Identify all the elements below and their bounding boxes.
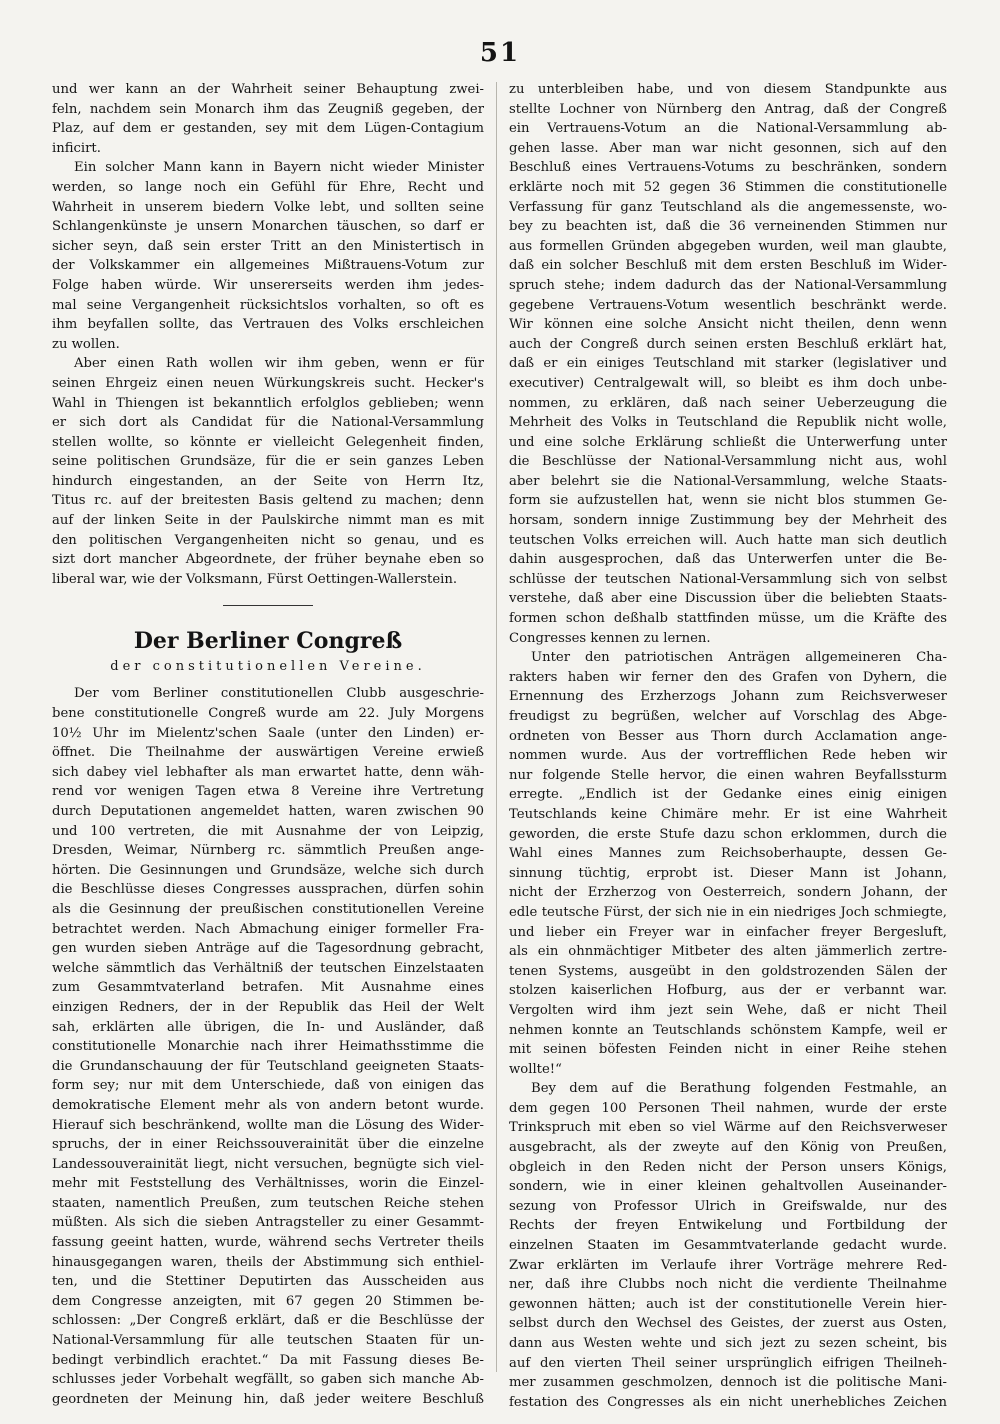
text-line: gehen lasse. Aber man war nicht gesonnen, sich auf den [509,140,947,156]
text-line: gegebene Vertrauens-Votum wesentlich beschränkt werde. [509,297,947,313]
text-line: ihm beyfallen sollte, das Vertrauen des Volks erschleichen [52,317,484,333]
text-line: Wahrheit in unserem biedern Volke lebt, und sollten seine [52,199,484,215]
text-line: Titus rc. auf der breitesten Basis geltend zu machen; denn [52,493,484,509]
text-line: Rechts der freyen Entwikelung und Fortbildung der [509,1218,947,1234]
text-line: schlossen: „Der Congreß erklärt, daß er die Beschlüsse der [52,1313,484,1329]
text-line: Wahl eines Mannes zum Reichsoberhaupte, dessen Ge- [509,846,947,862]
text-line: obgleich in den Reden nicht der Person unsers Königs, [509,1159,947,1175]
text-line: und wer kann an der Wahrheit seiner Behauptung zwei- [52,82,484,97]
text-line: Ein solcher Mann kann in Bayern nicht wieder Minister [74,160,484,176]
text-line: nicht der Erzherzog von Oesterreich, sondern Johann, der [509,885,947,901]
text-line: dem gegen 100 Personen Theil nahmen, wurde der erste [509,1100,947,1116]
text-line: stellte Lochner von Nürnberg den Antrag, daß der Congreß [509,101,947,117]
text-line: ein Vertrauens-Votum an die National-Versammlung ab- [509,121,947,137]
text-line: zu unterbleiben habe, und von diesem Standpunkte aus [509,82,947,97]
right-column [509,80,947,1412]
text-line: hindurch eingestanden, an der Seite von Herrn Itz, [52,473,484,489]
text-line: der Volkskammer ein allgemeines Mißtrauens-Votum zur [52,258,484,274]
text-line: einzelnen Staaten im Gesammtvaterlande gedacht wurde. [509,1238,947,1254]
text-line: Wir können eine solche Ansicht nicht theilen, denn wenn [509,317,947,333]
text-line: Wahl in Thiengen ist bekanntlich erfolglos geblieben; wenn [52,395,484,411]
text-line: gewonnen hätten; auch ist der constitutionelle Verein hier- [509,1296,947,1312]
text-line: Der vom Berliner constitutionellen Clubb ausgeschrie- [74,686,484,702]
text-line: sinnung tüchtig, erprobt ist. Dieser Mann ist Johann, [509,865,947,881]
text-line: rakters haben wir ferner den des Grafen von Dyhern, die [509,669,947,685]
text-line: aber belehrt sie die National-Versammlung, welche Staats- [509,473,947,489]
text-line: nommen wurde. Aus der vortrefflichen Rede heben wir [509,748,947,764]
text-line: form sey; nur mit dem Unterschiede, daß von einigen das [52,1078,484,1094]
text-line: rend vor wenigen Tagen etwa 8 Vereine ihre Vertretung [52,784,484,800]
page-number: 51 [479,38,521,68]
text-line: Congresses kennen zu lernen. [509,630,711,646]
text-line: horsam, sondern innige Zustimmung bey der Mehrheit des [509,513,947,529]
text-line: als ein ohnmächtiger Mitbeter des alten jämmerlich zertre- [509,944,947,960]
text-line: die Beschlüsse dieses Congresses aussprachen, dürfen sohin [52,882,484,898]
text-line: form sie aufzustellen hat, wenn sie nicht blos stummen Ge- [509,493,947,509]
text-line: er sich dort als Candidat für die National-Versammlung [52,415,484,431]
text-line: erregte. „Endlich ist der Gedanke eines einig einigen [509,787,947,803]
text-line: formen schon deßhalb stattfinden müsse, um die Kräfte des [509,611,947,627]
text-line: Aber einen Rath wollen wir ihm geben, wenn er für [74,356,484,372]
paragraph [52,158,484,354]
text-line: National-Versammlung für alle teutschen Staaten für un- [52,1333,484,1349]
text-line: mal seine Vergangenheit rücksichtslos vorhalten, so oft es [52,297,484,313]
text-line: daß er ein einiges Teutschland mit starker (legislativer und [509,356,947,372]
text-line: inficirt. [52,140,101,156]
text-line: verstehe, daß aber eine Discussion über die beliebten Staats- [509,591,947,607]
text-line: Plaz, auf dem er gestanden, sey mit dem Lügen-Contagium [52,121,484,137]
text-line: seinen Ehrgeiz einen neuen Würkungskreis sucht. Hecker's [52,375,484,391]
text-line: 10½ Uhr im Mielentz'schen Saale (unter den Linden) er- [52,725,484,741]
text-line: aus formellen Gründen abgegeben wurden, weil man glaubte, [509,238,947,254]
text-line: auch der Congreß durch seinen ersten Beschluß erklärt hat, [509,336,947,352]
text-line: durch Deputationen angemeldet hatten, waren zwischen 90 [52,804,484,819]
article-subtitle: der constitutionellen Vereine. [110,659,426,675]
text-line: stolzen kaiserlichen Hofburg, aus der er verbannt war. [509,983,947,999]
text-line: edle teutsche Fürst, der sich nie in ein niedriges Joch schmiegte, [509,904,947,920]
text-line: stellen wollte, so könnte er vielleicht Gelegenheit finden, [52,434,484,450]
text-line: Landessouverainität liegt, nicht versuchen, begnügte sich viel- [52,1156,484,1172]
text-line: geordneten der Meinung hin, daß jeder weitere Beschluß [52,1391,484,1407]
text-line: Vergolten wird ihm jezt sein Wehe, daß er nicht Theil [509,1002,947,1018]
text-line: staaten, namentlich Preußen, zum teutschen Reiche stehen [52,1195,484,1211]
text-line: schlusses jeder Vorbehalt wegfällt, so gaben sich manche Ab- [52,1372,484,1388]
text-line: auf den vierten Theil seiner ursprünglich eifrigen Theilneh- [509,1355,947,1371]
text-line: nommen, zu erklären, daß nach seiner Ueberzeugung die [509,395,947,411]
text-line: und lieber ein Freyer war in einfacher freyer Bergesluft, [509,924,947,940]
paragraph [52,684,484,1409]
paragraph [52,354,484,589]
paragraph [509,1079,947,1412]
text-line: Zwar erklärten im Verlaufe ihrer Vorträge mehrere Red- [509,1257,947,1273]
text-line: bene constitutionelle Congreß wurde am 22. July Morgens [52,706,484,722]
text-line: dann aus Westen wehte und sich jezt zu sezen scheint, bis [509,1336,947,1351]
text-line: die Grundanschauung der für Teutschland geeigneten Staats- [52,1058,484,1074]
text-line: Trinkspruch mit eben so viel Wärme auf den Reichsverweser [509,1120,947,1136]
text-line: gen wurden sieben Anträge auf die Tagesordnung gebracht, [52,941,484,957]
text-line: auf der linken Seite in der Paulskirche nimmt man es mit [52,513,484,529]
text-line: als die Gesinnung der preußischen constitutionellen Vereine [52,901,484,917]
text-line: und eine solche Erklärung schließt die Unterwerfung unter [509,434,947,450]
text-line: Bey dem auf die Berathung folgenden Festmahle, an [531,1081,947,1097]
text-line: sezung von Professor Ulrich in Greifswalde, nur des [509,1198,947,1214]
text-line: ner, daß ihre Clubbs noch nicht die verdiente Theilnahme [509,1277,947,1293]
text-line: seine politischen Grundsäze, für die er sein ganzes Leben [52,454,484,470]
text-line: liberal war, wie der Volksmann, Fürst Oettingen-Wallerstein. [52,571,458,587]
text-line: freudigst zu begrüßen, welcher auf Vorschlag des Abge- [509,709,947,724]
text-line: Hierauf sich beschränkend, wollte man die Lösung des Wider- [52,1117,484,1133]
text-line: wollte!“ [509,1061,562,1077]
text-line: ordneten von Besser aus Thorn durch Acclamation ange- [509,728,947,744]
text-line: teutschen Volks erreichen will. Auch hatte man sich deutlich [509,532,947,548]
text-line: bedingt verbindlich erachtet.“ Da mit Fassung dieses Be- [52,1352,484,1368]
text-line: einzigen Redners, der in der Republik das Heil der Welt [52,999,484,1015]
text-line: sich dabey viel lebhafter als man erwartet hatte, denn wäh- [52,764,484,780]
text-line: Folge haben würde. Wir unsererseits werden ihm jedes- [52,277,484,293]
text-line: Dresden, Weimar, Nürnberg rc. sämmtlich Preußen ange- [52,843,484,859]
text-line: mehr mit Feststellung des Verhältnisses, worin die Einzel- [52,1176,484,1192]
text-line: festation des Congresses als ein nicht unerhebliches Zeichen [509,1394,947,1410]
text-line: schlüsse der teutschen National-Versammlung sich von selbst [509,571,947,587]
text-line: hörten. Die Gesinnungen und Grundsäze, welche sich durch [52,862,484,878]
column-divider [496,82,497,1372]
text-line: tenen Systems, ausgeübt in den goldstrozenden Sälen der [509,963,947,979]
text-line: bey zu beachten ist, daß die 36 verneinenden Stimmen nur [509,219,947,235]
text-line: sah, erklärten alle übrigen, die In- und Ausländer, daß [52,1019,484,1035]
text-line: constitutionelle Monarchie nach ihrer Heimathsstimme die [52,1039,484,1055]
article-separator [223,605,313,606]
paragraph [509,80,947,648]
text-line: fassung geeint hatten, wurde, während sechs Vertreter theils [52,1235,484,1251]
text-line: daß ein solcher Beschluß mit dem ersten Beschluß im Wider- [509,258,947,274]
article-title: Der Berliner Congreß [133,628,403,655]
text-line: werden, so lange noch ein Gefühl für Ehre, Recht und [52,179,484,195]
text-line: müßten. Als sich die sieben Antragsteller zu einer Gesammt- [52,1215,484,1231]
paragraph [52,80,484,158]
text-line: Beschluß eines Vertrauens-Votums zu beschränken, sondern [509,160,947,176]
text-line: sondern, wie in einer kleinen gehaltvollen Auseinander- [509,1179,947,1195]
text-line: zu wollen. [52,336,120,352]
text-line: erklärte noch mit 52 gegen 36 Stimmen die constitutionelle [509,179,947,195]
text-line: zum Gesammtvaterland betrafen. Mit Ausnahme eines [52,980,484,996]
text-line: sizt dort mancher Abgeordnete, der früher beynahe eben so [52,552,484,568]
paragraph [509,648,947,1079]
text-line: Teutschlands keine Chimäre mehr. Er ist eine Wahrheit [509,806,947,822]
text-line: nur folgende Stelle hervor, die einen wahren Beyfallssturm [509,767,947,783]
text-line: spruchs, der in einer Reichssouverainität über die einzelne [52,1137,484,1153]
text-line: hinausgegangen waren, theils der Abstimmung sich enthiel- [52,1254,484,1270]
text-line: nehmen konnte an Teutschlands schönstem Kampfe, weil er [509,1022,947,1038]
text-line: Unter den patriotischen Anträgen allgemeineren Cha- [531,650,947,666]
text-line: spruch stehe; indem dadurch das der National-Versammlung [509,277,947,293]
text-line: öffnet. Die Theilnahme der auswärtigen Vereine erwieß [52,745,484,761]
text-line: selbst durch den Wechsel des Geistes, der zuerst aus Osten, [509,1316,947,1332]
text-line: Ernennung des Erzherzogs Johann zum Reichsverweser [509,689,947,705]
text-line: und 100 vertreten, die mit Ausnahme der von Leipzig, [52,823,484,839]
text-line: Verfassung für ganz Teutschland als die angemessenste, wo- [509,199,947,215]
text-line: welche sämmtlich das Verhältniß der teutschen Einzelstaaten [52,960,484,976]
text-line: Schlangenkünste je unsern Monarchen täuschen, so darf er [52,219,484,235]
text-line: ausgebracht, als der zweyte auf den König von Preußen, [509,1140,947,1156]
text-line: Mehrheit des Volks in Teutschland die Republik nicht wolle, [509,415,947,431]
text-line: demokratische Element mehr als von andern betont wurde. [52,1097,484,1113]
text-line: mit seinen böfesten Feinden nicht in einer Reihe stehen [509,1042,947,1058]
text-line: dem Congresse anzeigten, mit 67 gegen 20 Stimmen be- [52,1293,484,1309]
text-line: betrachtet werden. Nach Abmachung einiger formeller Fra- [52,921,484,937]
text-line: geworden, die erste Stufe dazu schon erklommen, durch die [509,826,947,842]
text-line: feln, nachdem sein Monarch ihm das Zeugniß gegeben, der [52,101,484,117]
text-line: executiver) Centralgewalt will, so bleibt es ihm doch unbe- [509,375,947,391]
text-line: dahin ausgesprochen, daß das Unterwerfen unter die Be- [509,552,947,568]
text-line: ten, und die Stettiner Deputirten das Ausscheiden aus [52,1274,484,1290]
left-column [52,80,484,1409]
text-line: sicher seyn, daß sein erster Tritt an den Ministertisch in [52,238,484,254]
text-line: mer zusammen geschmolzen, dennoch ist die politische Mani- [509,1375,947,1391]
text-line: den politischen Vergangenheiten nicht so genau, und es [52,532,484,548]
text-line: die Beschlüsse der National-Versammlung nicht aus, wohl [509,454,947,470]
